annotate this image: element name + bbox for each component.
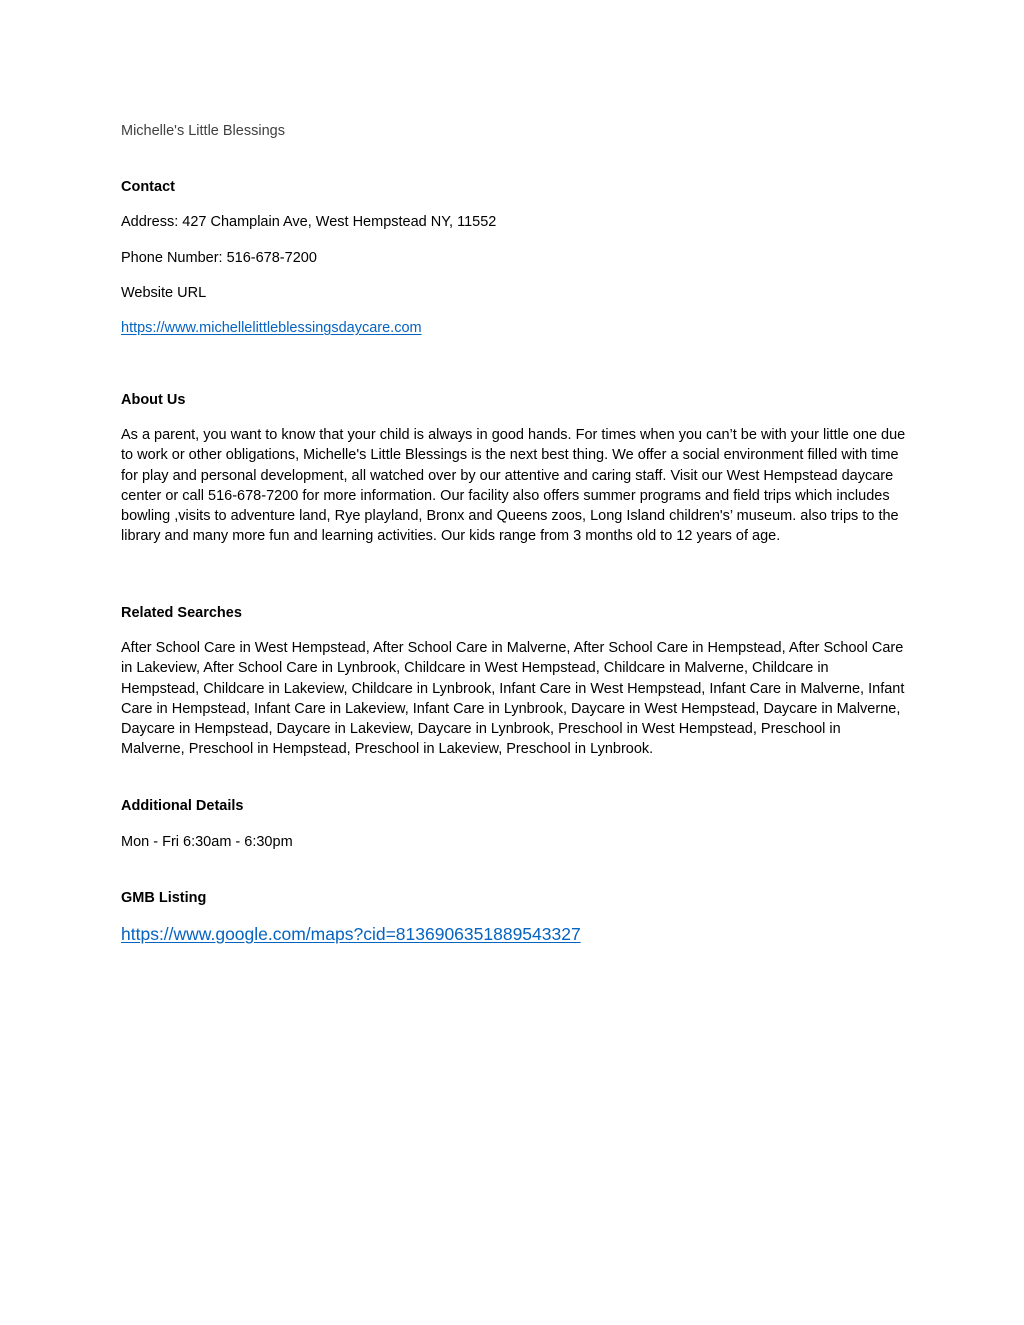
gmb-link[interactable]: https://www.google.com/maps?cid=8136906351889543327 xyxy=(121,924,581,944)
additional-details-heading: Additional Details xyxy=(121,798,244,814)
website-link-line xyxy=(121,318,906,338)
hours-text: Mon - Fri 6:30am - 6:30pm xyxy=(121,834,293,850)
phone-text: Phone Number: 516-678-7200 xyxy=(121,250,317,266)
about-heading: About Us xyxy=(121,392,186,408)
address-text: Address: 427 Champlain Ave, West Hempstead NY, 11552 xyxy=(121,214,497,230)
contact-heading: Contact xyxy=(121,179,175,195)
website-label: Website URL xyxy=(121,285,207,301)
website-link[interactable]: https://www.michellelittleblessingsdaycare.com xyxy=(121,320,422,336)
related-searches-text: After School Care in West Hempstead, After School Care in Malverne, After School Care in Hempstead, After School Care in Lakeview, After School Care in Lynbrook, Childcare in West Hempstead, Childcare in Malverne, Childcare in Hempstead, Childcare in Lakeview, Childcare in Lynbrook, Infant Care in West Hempstead, Infant Care in Malverne, Infant Care in Hempstead, Infant Care in Lakeview, Infant Care in Lynbrook, Daycare in West Hempstead, Daycare in Malverne, Daycare in Hempstead, Daycare in Lakeview, Daycare in Lynbrook, Preschool in West Hempstead, Preschool in Malverne, Preschool in Hempstead, Preschool in Lakeview, Preschool in Lynbrook. xyxy=(121,640,905,758)
about-text: As a parent, you want to know that your child is always in good hands. For times when you can’t be with your little one due to work or other obligations, Michelle's Little Blessings is the next best thing. We offer a social environment filled with time for play and personal development, all watched over by our attentive and caring staff. Visit our West Hempstead daycare center or call 516-678-7200 for more information. Our facility also offers summer programs and field trips which includes bowling ,visits to adventure land, Rye playland, Bronx and Queens zoos, Long Island children's’ museum. also trips to the library and many more fun and learning activities. Our kids range from 3 months old to 12 years of age. xyxy=(121,427,906,545)
gmb-link-line xyxy=(121,922,906,946)
related-searches-heading: Related Searches xyxy=(121,605,242,621)
gmb-heading: GMB Listing xyxy=(121,890,207,906)
business-name: Michelle's Little Blessings xyxy=(121,123,285,139)
